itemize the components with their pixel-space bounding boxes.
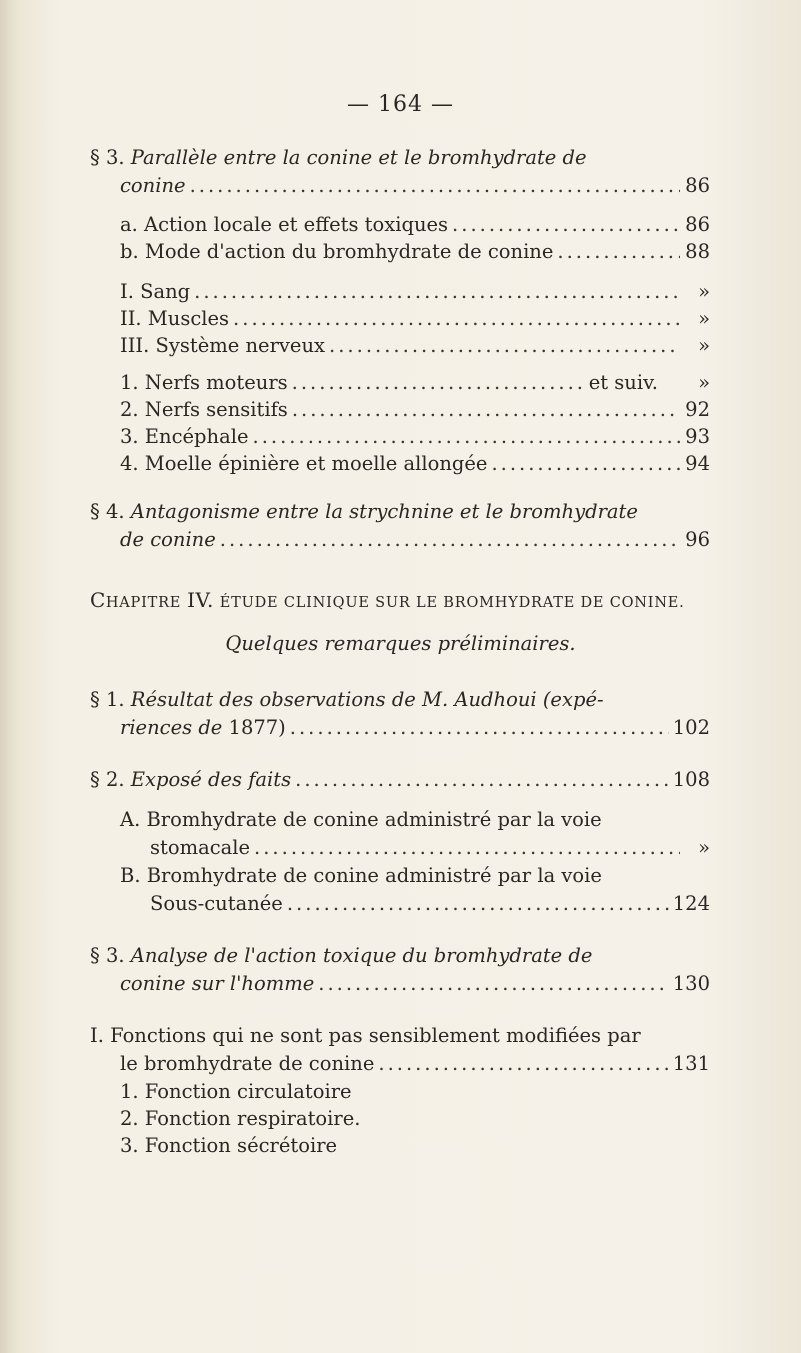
toc-entry: [120, 280, 710, 303]
entry-page: 93: [685, 425, 710, 448]
toc-entry: A. Bromhydrate de conine administré par la voie: [120, 808, 602, 831]
toc-entry: 2. Fonction respiratoire.: [120, 1107, 361, 1130]
entry-page: 92: [685, 398, 710, 421]
leader-dots: [287, 892, 669, 915]
entry-page: 108: [672, 768, 710, 791]
leader-dots: [491, 452, 680, 475]
section-title: Exposé des faits: [130, 768, 292, 791]
toc-entry: 1. Fonction circulatoire: [120, 1080, 352, 1103]
entry-text: riences de 1877): [120, 716, 286, 739]
toc-entry: [120, 213, 710, 236]
toc-entry: [120, 334, 710, 357]
entry-text: le bromhydrate de conine: [120, 1052, 375, 1075]
entry-text: Sous-cutanée: [150, 892, 283, 915]
entry-text: 3. Encéphale: [120, 425, 249, 448]
entry-text: I. Sang: [120, 280, 191, 303]
entry-text: 1. Nerfs moteurs: [120, 371, 288, 394]
entry-text: conine sur l'homme: [120, 972, 315, 995]
toc-entry: [120, 716, 710, 739]
section-prefix: § 4.: [90, 500, 131, 523]
section-prefix: § 3.: [90, 944, 131, 967]
leader-dots: [292, 398, 680, 421]
toc-entry: 3. Fonction sécrétoire: [120, 1134, 338, 1157]
toc-entry: [90, 146, 587, 169]
entry-page: »: [698, 371, 710, 394]
leader-dots: [253, 425, 680, 448]
entry-text: b. Mode d'action du bromhydrate de conine: [120, 240, 554, 263]
entry-text: de conine: [120, 528, 216, 551]
toc-entry: [150, 892, 710, 915]
toc-entry: [90, 688, 604, 711]
section-title: Parallèle entre la conine et le bromhydrate de: [130, 146, 587, 169]
section-prefix: § 3.: [90, 146, 131, 169]
chapter-heading: CHAPITRE IV. ÉTUDE CLINIQUE SUR LE BROMHYDRATE DE CONINE.: [90, 588, 685, 612]
section-title: Antagonisme entre la strychnine et le bromhydrate: [130, 500, 638, 523]
entry-page: 86: [685, 213, 710, 236]
entry-page: 94: [685, 452, 710, 475]
entry-text: conine: [120, 174, 186, 197]
leader-dots: [378, 1052, 668, 1075]
leader-dots: [254, 836, 680, 859]
entry-text: a. Action locale et effets toxiques: [120, 213, 449, 236]
toc-entry: [120, 425, 710, 448]
entry-text: II. Muscles: [120, 307, 230, 330]
entry-text: III. Système nerveux: [120, 334, 326, 357]
entry-suffix: et suiv.: [588, 371, 658, 394]
toc-entry: [90, 944, 592, 967]
leader-dots: [290, 716, 669, 739]
chapter-title: ÉTUDE CLINIQUE SUR LE BROMHYDRATE DE CONINE.: [219, 595, 685, 611]
toc-entry: [120, 528, 710, 551]
leader-dots: [292, 371, 585, 394]
leader-dots: [318, 972, 669, 995]
leader-dots: [329, 334, 680, 357]
entry-page: »: [698, 280, 710, 303]
entry-text: 4. Moelle épinière et moelle allongée: [120, 452, 488, 475]
entry-page: 131: [672, 1052, 710, 1075]
leader-dots: [220, 528, 680, 551]
section-title: Analyse de l'action toxique du bromhydrate de: [130, 944, 593, 967]
leader-dots: [295, 768, 669, 791]
entry-page: 88: [685, 240, 710, 263]
toc-entry: [150, 836, 710, 859]
toc-entry: B. Bromhydrate de conine administré par la voie: [120, 864, 602, 887]
toc-entry: I. Fonctions qui ne sont pas sensiblement modifiées par: [90, 1024, 641, 1047]
leader-dots: [233, 307, 680, 330]
entry-page: 102: [672, 716, 710, 739]
chapter-subtitle: Quelques remarques préliminaires.: [225, 632, 576, 655]
entry-page: 96: [685, 528, 710, 551]
entry-page: 130: [672, 972, 710, 995]
leader-dots: [194, 280, 680, 303]
section-prefix: § 2.: [90, 768, 131, 791]
entry-page: »: [698, 836, 710, 859]
chapter-number: IV.: [187, 588, 214, 612]
toc-entry: [90, 768, 710, 791]
entry-text: stomacale: [150, 836, 251, 859]
entry-page: »: [698, 334, 710, 357]
leader-dots: [557, 240, 680, 263]
section-title: Résultat des observations de M. Audhoui (expé-: [130, 688, 604, 711]
entry-page: 86: [685, 174, 710, 197]
toc-entry: [120, 1052, 710, 1075]
section-prefix: § 1.: [90, 688, 131, 711]
toc-entry: [120, 398, 710, 421]
toc-entry: [120, 972, 710, 995]
entry-page: 124: [672, 892, 710, 915]
toc-entry: [120, 240, 710, 263]
toc-entry: [90, 500, 638, 523]
leader-dots: [190, 174, 680, 197]
toc-entry: [120, 371, 710, 394]
toc-entry: [120, 174, 710, 197]
entry-text: 2. Nerfs sensitifs: [120, 398, 288, 421]
toc-entry: [120, 307, 710, 330]
page-number: — 164 —: [347, 92, 454, 117]
leader-dots: [452, 213, 680, 236]
toc-entry: [120, 452, 710, 475]
entry-page: »: [698, 307, 710, 330]
